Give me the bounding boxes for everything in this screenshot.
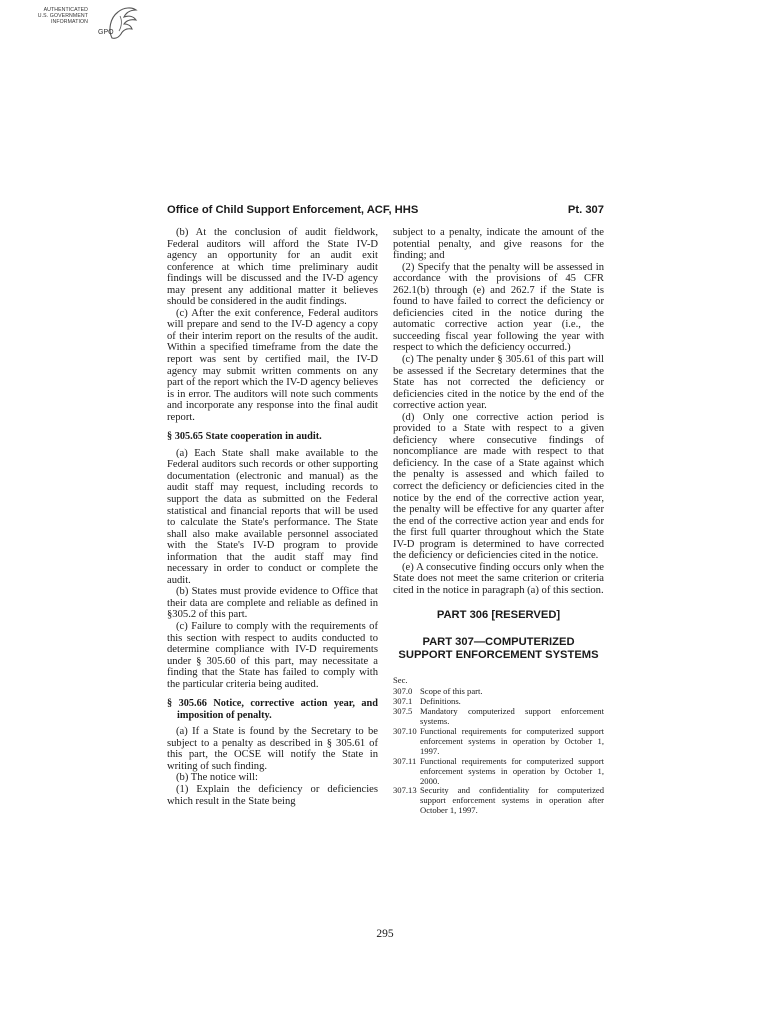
toc-section-title: Functional requirements for computerized support enforcement systems in operation by October 1, 2000. [420,755,604,786]
header-part: Pt. 307 [567,204,604,216]
part-306-heading: PART 306 [RESERVED] [436,608,561,621]
toc-section-title: Functional requirements for computerized support enforcement systems in operation by October 1, 1997. [420,726,604,756]
paragraph: (c) The penalty under § 305.61 of this part will be assessed if the Secretary determines that the State has not corrected the deficiency or deficiencies cited in the notice by the end of the corrective action year. [393,354,604,412]
toc-section-number: 307.0 [393,686,413,697]
toc-entry [393,757,604,787]
paragraph: (1) Explain the deficiency or deficiencies which result in the State being [167,784,378,807]
paragraph: (b) The notice will: [176,772,258,784]
paragraph: (c) After the exit conference, Federal auditors will prepare and send to the IV-D agency a copy of their interim report on the results of the audit. Within a specified timeframe from the date the report was sent by certified mail, the IV-D agency may submit written comments on any part of the report which the IV-D agency believes is in error. The auditors will note such comments and incorporate any response into the final audit report. [167,307,378,423]
paragraph: (e) A consecutive finding occurs only when the State does not meet the same criterion or criteria cited in the notice in paragraph (a) of this section. [393,561,604,596]
part-307-heading [393,636,604,662]
toc-section-title: Definitions. [420,696,461,707]
toc-entry [393,727,604,757]
table-of-contents [393,676,604,817]
toc-section-title: Security and confidentiality for computerized support enforcement systems in operation after October 1, 1997. [420,785,604,816]
paragraph: (d) Only one corrective action period is provided to a State with respect to a given deficiency where consecutive findings of noncompliance are made with respect to that deficiency. In the case of a State against which the penalty is assessed and which failed to correct the deficiency or deficiencies cited in the notice by the end of the corrective action year, the penalty will be effective for any quarter after the end of the corrective action year and ends for the first full quarter throughout which the State IV-D program is determined to have corrected the deficiency or deficiencies cited in the notice. [393,411,604,562]
eagle-icon [106,4,140,44]
part-307-title-line: SUPPORT ENFORCEMENT SYSTEMS [398,648,599,661]
toc-sec-label: Sec. [393,674,408,685]
right-column [393,227,604,816]
toc-section-number: 307.5 [393,706,413,717]
part-307-title-line: PART 307—COMPUTERIZED [422,635,575,648]
toc-section-number: 307.10 [393,726,417,737]
toc-section-title: Scope of this part. [420,686,483,697]
paragraph: subject to a penalty, indicate the amount of the potential penalty, and give reasons for the finding; and [393,227,604,262]
page-number: 295 [376,928,394,940]
seal-line: INFORMATION [50,19,88,25]
left-column [167,227,378,807]
toc-section-number: 307.13 [393,785,417,796]
section-heading-305-65: § 305.65 State cooperation in audit. [167,431,322,443]
section-heading-305-66: § 305.66 Notice, corrective action year, and imposition of penalty. [167,698,378,721]
authentication-seal [28,2,144,50]
seal-gpo: GPO [98,29,114,36]
seal-line: U.S. GOVERNMENT [37,13,88,19]
paragraph: (b) States must provide evidence to Office that their data are complete and reliable as defined in §305.2 of this part. [167,586,378,621]
toc-entry [393,786,604,816]
header-agency: Office of Child Support Enforcement, ACF, HHS [167,204,419,216]
toc-section-title: Mandatory computerized support enforcement systems. [420,706,604,727]
toc-entry [393,707,604,727]
running-header [167,204,604,220]
seal-line: AUTHENTICATED [43,7,88,13]
paragraph: (b) At the conclusion of audit fieldwork, Federal auditors will afford the State IV-D agency an opportunity for an audit exit conference at which time preliminary audit findings will be discussed and the IV-D agency may present any additional matter it believes should be considered in the audit findings. [167,227,378,308]
paragraph: (2) Specify that the penalty will be assessed in accordance with the provisions of 45 CFR 262.1(b) through (e) and 262.7 if the State is found to have failed to correct the deficiency or deficiencies cited in the notice during the automatic corrective action year (i.e., the succeeding fiscal year following the year with respect to which the deficiency occurred.) [393,261,604,354]
paragraph: (a) Each State shall make available to the Federal auditors such records or other supporting documentation (electronic and manual) as the audit staff may request, including records to support the data as submitted on the Federal statistical and financial reports that will be used to calculate the State's performance. The State shall also make available personnel associated with the State's IV-D program to provide information that the audit staff may find necessary in order to conduct or complete the audit. [167,447,378,586]
paragraph: (c) Failure to comply with the requirements of this section with respect to audits conducted to determine compliance with IV-D requirements under § 305.60 of this part, may necessitate a finding that the State has failed to comply with the particular criteria being audited. [167,621,378,690]
toc-section-number: 307.1 [393,696,413,707]
paragraph: (a) If a State is found by the Secretary to be subject to a penalty as described in § 305.61 of this part, the OCSE will notify the State in writing of such finding. [167,726,378,772]
toc-section-number: 307.11 [393,755,417,766]
